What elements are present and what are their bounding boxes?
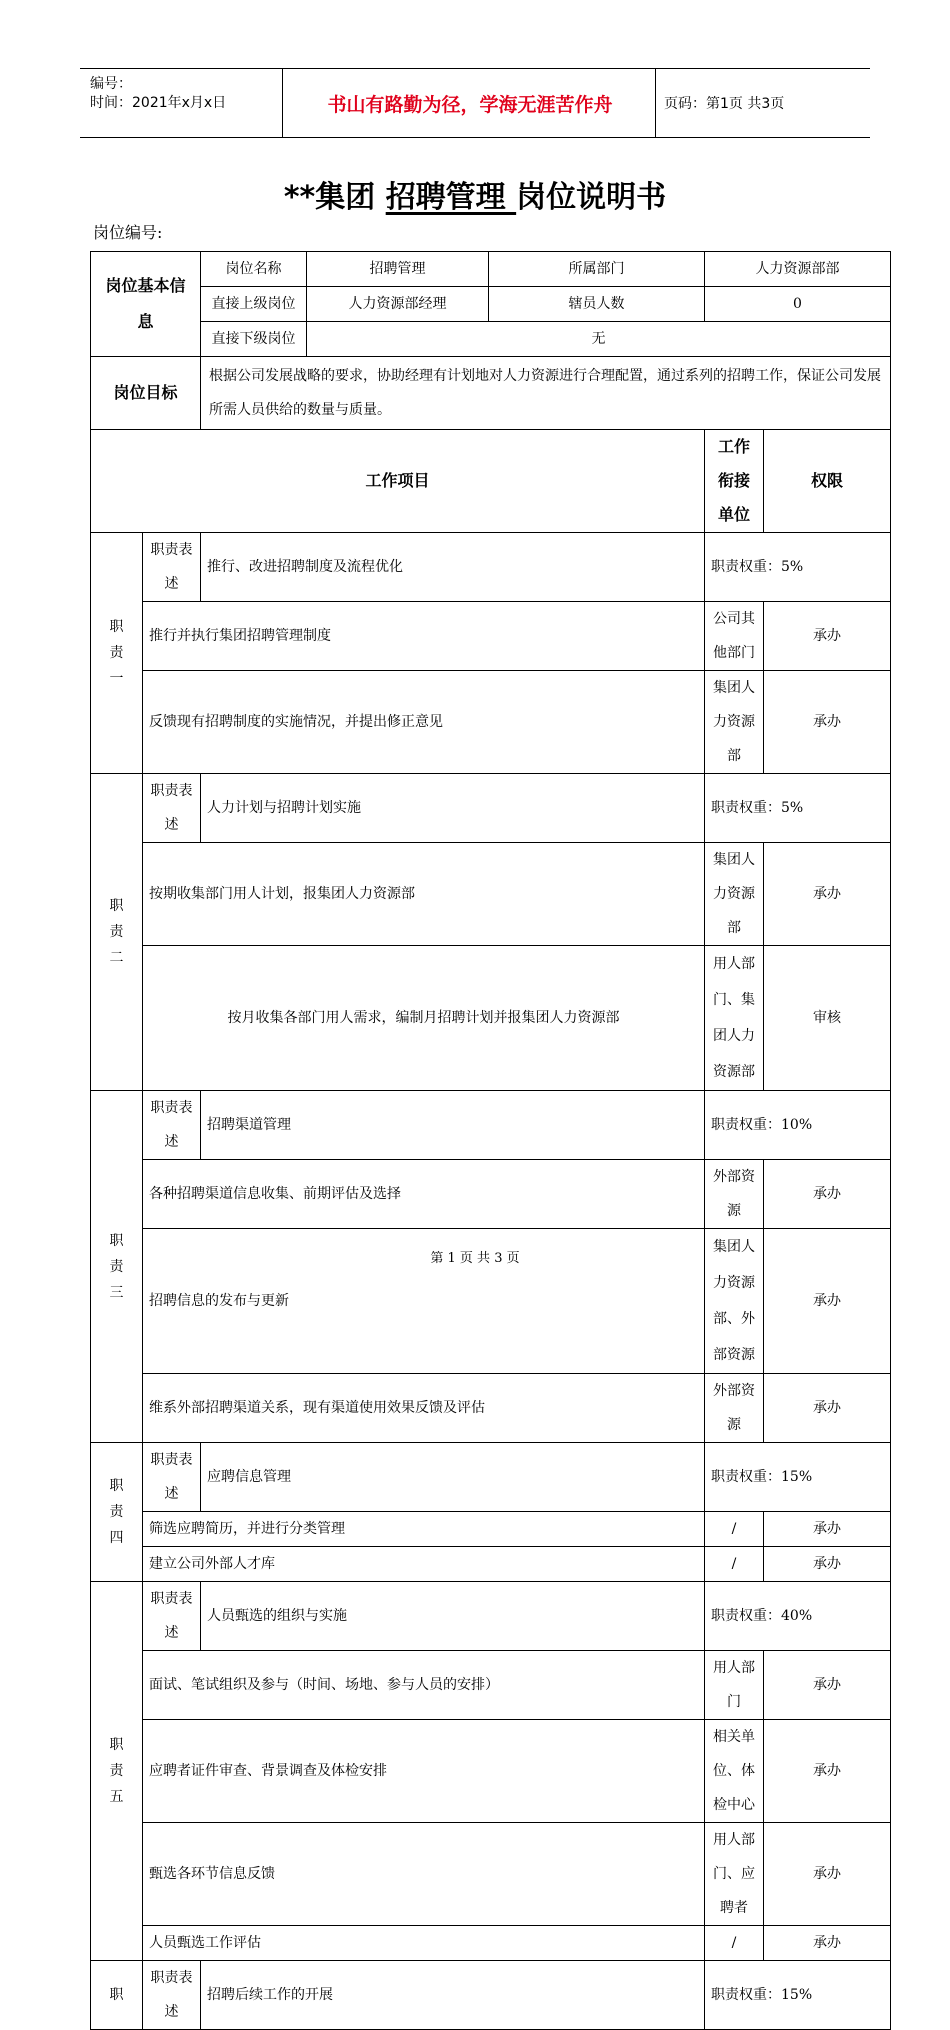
- position-number-label: 岗位编号:: [93, 223, 163, 242]
- duty-task-row: [91, 1512, 891, 1547]
- task-unit: 相关单位、体检中心: [705, 1720, 764, 1823]
- duty-task-row: [91, 1651, 891, 1720]
- duty-desc-label: 职责表述: [143, 1443, 201, 1512]
- task-item: 筛选应聘简历，并进行分类管理: [143, 1512, 705, 1547]
- goal-row: [91, 357, 891, 430]
- task-unit: 用人部门、集团人力资源部: [705, 946, 764, 1091]
- column-header-row: [91, 430, 891, 533]
- task-unit: 用人部门: [705, 1651, 764, 1720]
- duty-label-text: 职责二: [109, 898, 124, 966]
- task-unit: /: [705, 1547, 764, 1582]
- duty-desc-row: [91, 1443, 891, 1512]
- duty-label-text: 职: [109, 1987, 124, 2003]
- doc-date: 时间：2021年x月x日: [90, 95, 227, 111]
- duty-desc: 应聘信息管理: [201, 1443, 705, 1512]
- superior-value: 人力资源部经理: [307, 287, 489, 322]
- duty-weight: 职责权重：10%: [705, 1091, 891, 1160]
- superior-label: 直接上级岗位: [201, 287, 307, 322]
- task-item: 招聘信息的发布与更新: [143, 1229, 705, 1374]
- task-item: 人员甄选工作评估: [143, 1926, 705, 1961]
- task-item: 甄选各环节信息反馈: [143, 1823, 705, 1926]
- goal-label: 岗位目标: [91, 357, 201, 430]
- basic-section-text: 岗位基本信息: [105, 276, 186, 331]
- task-unit: /: [705, 1512, 764, 1547]
- duty-desc: 推行、改进招聘制度及流程优化: [201, 533, 705, 602]
- task-item: 各种招聘渠道信息收集、前期评估及选择: [143, 1160, 705, 1229]
- task-unit: 用人部门、应聘者: [705, 1823, 764, 1926]
- duty-label-text: 职责一: [109, 619, 124, 687]
- task-authority: 承办: [764, 843, 891, 946]
- duty-weight: 职责权重：15%: [705, 1961, 891, 2030]
- duty-label-text: 职责四: [109, 1478, 124, 1546]
- duty-desc-label: 职责表述: [143, 1091, 201, 1160]
- task-authority: 承办: [764, 1160, 891, 1229]
- col-work-item: 工作项目: [91, 430, 705, 533]
- duty-task-row: [91, 1926, 891, 1961]
- duty-desc: 人力计划与招聘计划实施: [201, 774, 705, 843]
- basic-row: [91, 252, 891, 287]
- basic-row: [91, 322, 891, 357]
- task-authority: 承办: [764, 1823, 891, 1926]
- page-title: [0, 172, 950, 216]
- duty-task-row: [91, 843, 891, 946]
- task-authority: 承办: [764, 1512, 891, 1547]
- task-unit: 集团人力资源部: [705, 843, 764, 946]
- duty-desc-label: 职责表述: [143, 533, 201, 602]
- staff-count-value: 0: [705, 287, 891, 322]
- job-description-table: [90, 251, 891, 2030]
- duty-label-text: 职责三: [109, 1232, 124, 1301]
- goal-text: 根据公司发展战略的要求，协助经理有计划地对人力资源进行合理配置，通过系列的招聘工作，保证公司发展所需人员供给的数量与质量。: [201, 357, 891, 430]
- basic-section-label: [91, 252, 201, 357]
- task-authority: 承办: [764, 1547, 891, 1582]
- task-authority: 承办: [764, 602, 891, 671]
- task-authority: 承办: [764, 671, 891, 774]
- duty-task-row: [91, 602, 891, 671]
- subordinate-label: 直接下级岗位: [201, 322, 307, 357]
- department-label: 所属部门: [489, 252, 705, 287]
- duty-label: [91, 1091, 143, 1443]
- task-item: 应聘者证件审查、背景调查及体检安排: [143, 1720, 705, 1823]
- col-work-unit: 工作衔接单位: [705, 430, 764, 533]
- duty-task-row: [91, 946, 891, 1091]
- task-authority: 承办: [764, 1926, 891, 1961]
- duty-desc-row: [91, 533, 891, 602]
- task-item: 按期收集部门用人计划，报集团人力资源部: [143, 843, 705, 946]
- duty-label: [91, 533, 143, 774]
- duty-desc-row: [91, 1582, 891, 1651]
- duty-desc-row: [91, 774, 891, 843]
- duty-desc-label: 职责表述: [143, 774, 201, 843]
- task-unit: /: [705, 1926, 764, 1961]
- task-item: 反馈现有招聘制度的实施情况，并提出修正意见: [143, 671, 705, 774]
- header-divider: [282, 69, 283, 137]
- header-page-info: 页码：第1页 共3页: [664, 96, 785, 112]
- duty-label: [91, 1961, 143, 2030]
- duty-task-row: [91, 1374, 891, 1443]
- duty-weight: 职责权重：40%: [705, 1582, 891, 1651]
- duty-desc-label: 职责表述: [143, 1961, 201, 2030]
- task-authority: 承办: [764, 1229, 891, 1374]
- doc-number-label: 编号：: [90, 76, 132, 92]
- task-authority: 承办: [764, 1720, 891, 1823]
- duty-task-row: [91, 1160, 891, 1229]
- duty-desc: 人员甄选的组织与实施: [201, 1582, 705, 1651]
- task-unit: 外部资源: [705, 1160, 764, 1229]
- title-prefix: **集团: [283, 180, 386, 215]
- task-unit: 集团人力资源部、外部资源: [705, 1229, 764, 1374]
- position-name-label: 岗位名称: [201, 252, 307, 287]
- duty-task-row: [91, 1720, 891, 1823]
- title-suffix: 岗位说明书: [516, 180, 667, 215]
- duty-weight: 职责权重：5%: [705, 533, 891, 602]
- task-item: 面试、笔试组织及参与（时间、场地、参与人员的安排）: [143, 1651, 705, 1720]
- duty-task-row: [91, 671, 891, 774]
- task-authority: 审核: [764, 946, 891, 1091]
- col-authority: 权限: [764, 430, 891, 533]
- duty-label: [91, 1443, 143, 1582]
- department-value: 人力资源部部: [705, 252, 891, 287]
- task-authority: 承办: [764, 1651, 891, 1720]
- duty-task-row: [91, 1547, 891, 1582]
- task-item: 建立公司外部人才库: [143, 1547, 705, 1582]
- task-item: 按月收集各部门用人需求，编制月招聘计划并报集团人力资源部: [143, 946, 705, 1091]
- task-item: 维系外部招聘渠道关系，现有渠道使用效果反馈及评估: [143, 1374, 705, 1443]
- basic-row: [91, 287, 891, 322]
- header-motto: 书山有路勤为径，学海无涯苦作舟: [327, 93, 613, 116]
- duty-label: [91, 1582, 143, 1961]
- position-name-value: 招聘管理: [307, 252, 489, 287]
- duty-weight: 职责权重：15%: [705, 1443, 891, 1512]
- task-unit: 公司其他部门: [705, 602, 764, 671]
- duty-desc-label: 职责表述: [143, 1582, 201, 1651]
- task-unit: 集团人力资源部: [705, 671, 764, 774]
- duty-desc: 招聘渠道管理: [201, 1091, 705, 1160]
- page-footer: 第 1 页 共 3 页: [430, 1251, 520, 1266]
- duty-task-row: [91, 1823, 891, 1926]
- duty-desc-row: [91, 1961, 891, 2030]
- header-divider: [655, 69, 656, 137]
- task-item: 推行并执行集团招聘管理制度: [143, 602, 705, 671]
- task-authority: 承办: [764, 1374, 891, 1443]
- duty-label: [91, 774, 143, 1091]
- duty-weight: 职责权重：5%: [705, 774, 891, 843]
- duty-desc-row: [91, 1091, 891, 1160]
- subordinate-value: 无: [307, 322, 891, 357]
- task-unit: 外部资源: [705, 1374, 764, 1443]
- header-meta: [90, 75, 226, 113]
- staff-count-label: 辖员人数: [489, 287, 705, 322]
- title-position: 招聘管理: [385, 180, 517, 215]
- duty-label-text: 职责五: [109, 1737, 124, 1805]
- duty-desc: 招聘后续工作的开展: [201, 1961, 705, 2030]
- page-header: [80, 68, 870, 138]
